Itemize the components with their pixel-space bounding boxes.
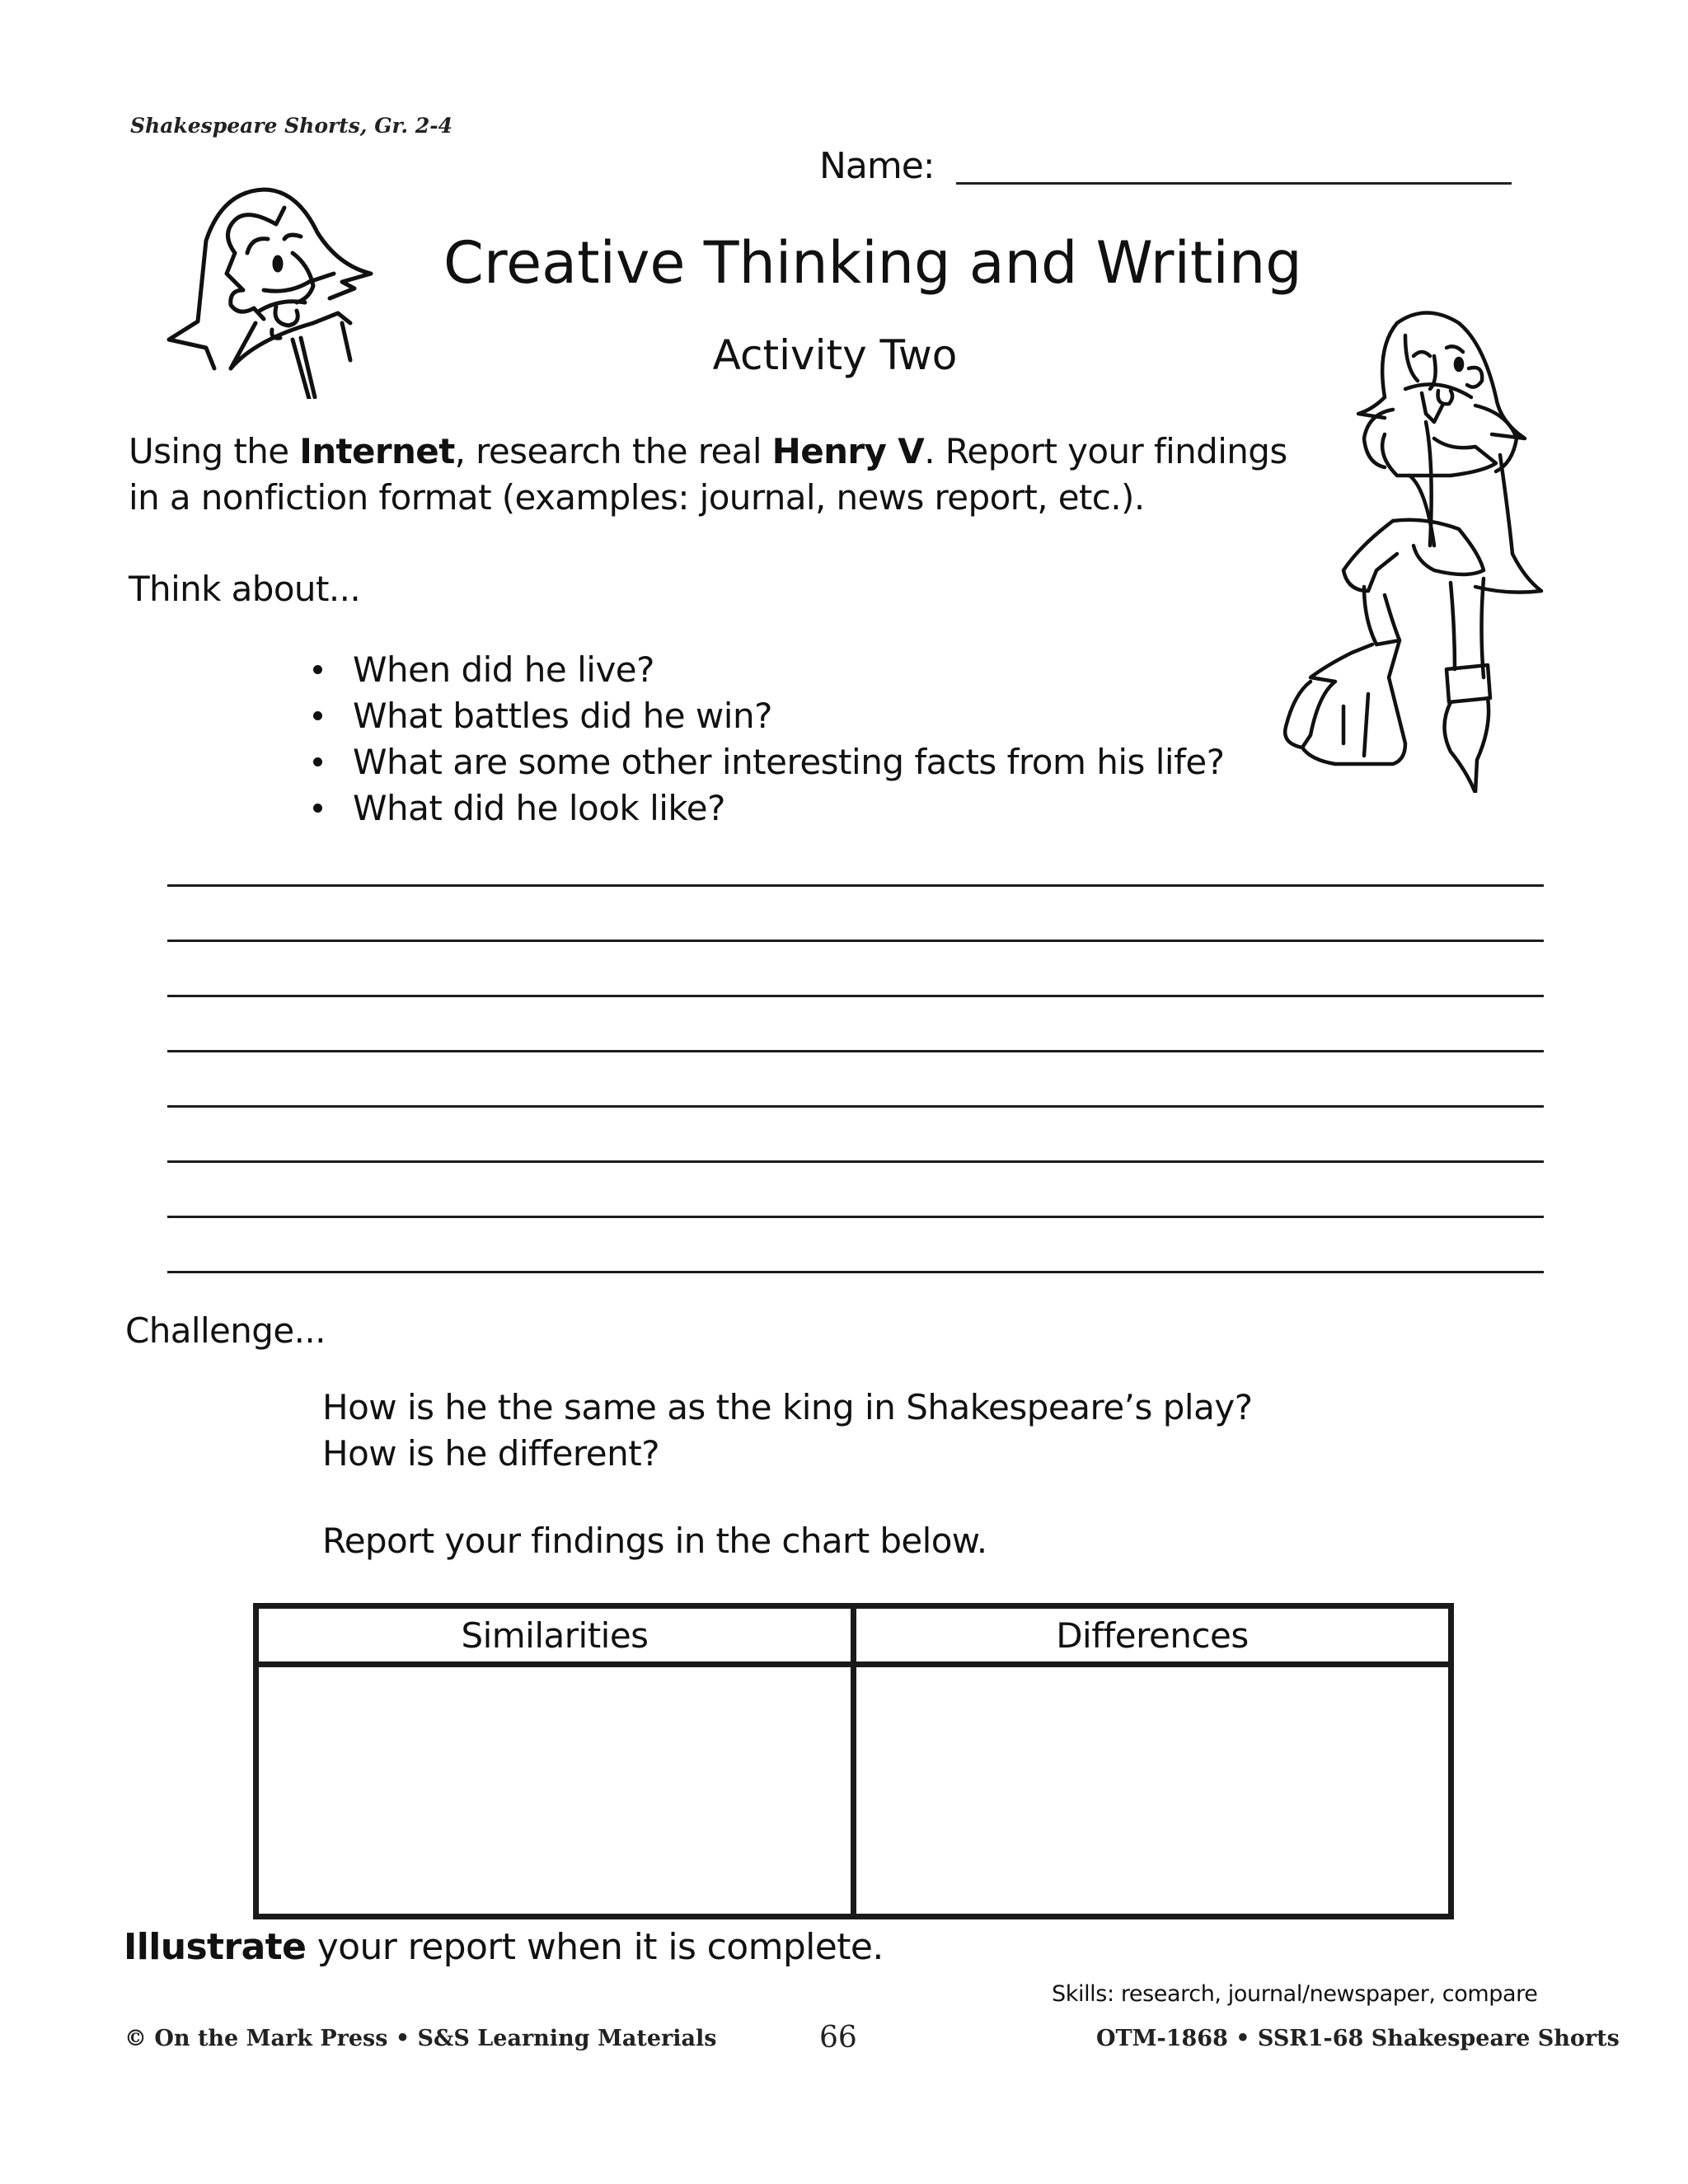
- name-field[interactable]: [956, 182, 1512, 185]
- skills-note: Skills: research, journal/newspaper, compare: [1052, 1981, 1538, 2007]
- list-item-text: What did he look like?: [353, 788, 725, 828]
- page-number: 66: [819, 2021, 857, 2055]
- instructions-bold-internet: Internet: [299, 431, 455, 471]
- writing-line[interactable]: [167, 940, 1544, 942]
- footer-product-code: OTM-1868 • SSR1-68 Shakespeare Shorts: [1096, 2026, 1620, 2051]
- list-item: [307, 785, 1225, 832]
- bullet-icon: [313, 665, 322, 674]
- illustrate-text: your report when it is complete.: [306, 1926, 884, 1968]
- bullet-icon: [313, 757, 322, 766]
- page-title: Creative Thinking and Writing: [443, 229, 1302, 297]
- name-label: Name:: [819, 145, 935, 187]
- list-item: [307, 693, 1225, 739]
- challenge-question: How is he different?: [322, 1433, 659, 1474]
- column-header-similarities: Similarities: [256, 1606, 854, 1665]
- instructions-text: Using the: [129, 431, 300, 471]
- list-item-text: When did he live?: [353, 649, 654, 690]
- challenge-question: How is he the same as the king in Shakespeare’s play?: [322, 1387, 1253, 1427]
- similarities-cell[interactable]: [256, 1665, 854, 1917]
- chart-body-row: [256, 1665, 1451, 1917]
- differences-cell[interactable]: [854, 1665, 1451, 1917]
- footer-copyright: © On the Mark Press • S&S Learning Materials: [124, 2026, 717, 2051]
- writing-line[interactable]: [167, 1216, 1544, 1218]
- bullet-icon: [313, 804, 322, 813]
- list-item: [307, 739, 1225, 785]
- writing-line[interactable]: [167, 1160, 1544, 1163]
- instructions-text: , research the real: [454, 431, 772, 471]
- writing-line[interactable]: [167, 1050, 1544, 1052]
- challenge-label: Challenge...: [125, 1310, 326, 1351]
- illustrate-bold: Illustrate: [124, 1926, 307, 1968]
- comparison-chart: [253, 1603, 1454, 1919]
- henry-v-figure-icon: [1261, 298, 1545, 793]
- bullet-icon: [313, 711, 322, 720]
- writing-line[interactable]: [167, 1105, 1544, 1108]
- writing-line[interactable]: [167, 995, 1544, 997]
- list-item-text: What are some other interesting facts from his life?: [353, 742, 1225, 782]
- instructions-text: . Report your findings in a nonfiction format (examples: journal, news report, etc.).: [129, 431, 1287, 518]
- writing-line[interactable]: [167, 884, 1544, 887]
- list-item: [307, 647, 1225, 693]
- activity-subtitle-text: Activity Two: [712, 331, 958, 379]
- writing-line[interactable]: [167, 1271, 1544, 1273]
- instructions-bold-henry: Henry V: [771, 431, 925, 471]
- think-about-list: [307, 647, 1225, 832]
- report-instruction: Report your findings in the chart below.: [322, 1521, 987, 1561]
- chart-header-row: [256, 1606, 1451, 1665]
- column-header-differences: Differences: [854, 1606, 1451, 1665]
- illustrate-instruction: [124, 1926, 884, 1968]
- instructions-paragraph: [129, 429, 1299, 521]
- challenge-questions: [322, 1385, 1252, 1477]
- think-about-label: Think about...: [129, 569, 361, 609]
- list-item-text: What battles did he win?: [353, 696, 772, 736]
- series-title: Shakespeare Shorts, Gr. 2-4: [130, 114, 453, 138]
